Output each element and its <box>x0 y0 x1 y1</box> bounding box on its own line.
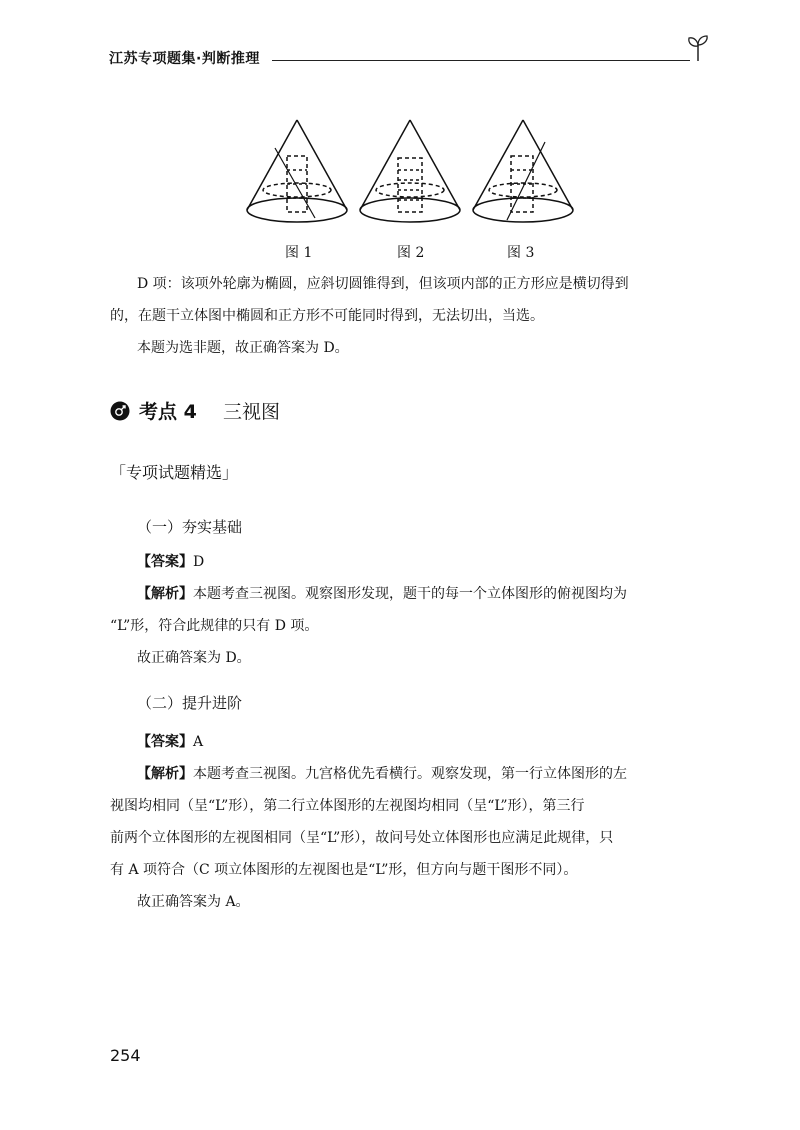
section-heading <box>139 397 280 424</box>
part2-conclusion: 故正确答案为 A。 <box>137 894 250 910</box>
part2-analysis-line: 前两个立体图形的左视图相同（呈“L”形），故问号处立体图形也应满足此规律，只 <box>110 830 614 846</box>
answer-value: A <box>193 734 204 750</box>
part2-analysis-line: 视图均相同（呈“L”形），第二行立体图形的左视图均相同（呈“L”形），第三行 <box>110 798 585 814</box>
part1-conclusion: 故正确答案为 D。 <box>137 650 251 666</box>
running-header-title: 江苏专项题集·判断推理 <box>109 51 260 67</box>
section-title: 三视图 <box>222 401 280 423</box>
header-rule <box>272 60 690 61</box>
right-corner-bracket: 」 <box>222 463 239 482</box>
figure-caption-3: 图 3 <box>507 245 535 261</box>
analysis-label: 【解析】 <box>137 586 193 602</box>
section-badge-icon <box>110 401 130 421</box>
part1-answer <box>137 546 204 578</box>
subsection-title <box>110 460 238 483</box>
analysis-text: 本题考查三视图。九宫格优先看横行。观察发现，第一行立体图形的左 <box>193 766 627 782</box>
figure-caption-1: 图 1 <box>285 245 313 261</box>
page-number: 254 <box>110 1046 141 1065</box>
paragraph-line: D 项：该项外轮廓为椭圆，应斜切圆锥得到，但该项内部的正方形应是横切得到 <box>137 276 629 292</box>
sprout-icon <box>686 35 710 61</box>
cone-figure-3 <box>473 120 573 222</box>
analysis-label: 【解析】 <box>137 766 193 782</box>
part2-title: （二）提升进阶 <box>137 694 243 712</box>
analysis-text: 本题考查三视图。观察图形发现，题干的每一个立体图形的俯视图均为 <box>193 586 627 602</box>
part2-analysis-line: 有 A 项符合（C 项立体图形的左视图也是“L”形，但方向与题干图形不同）。 <box>110 862 578 878</box>
figure-caption-2: 图 2 <box>397 245 425 261</box>
answer-label: 【答案】 <box>137 734 193 750</box>
part1-analysis-line <box>137 578 627 610</box>
cone-figure-1 <box>247 120 347 222</box>
paragraph-line: 的，在题干立体图中椭圆和正方形不可能同时得到，无法切出，当选。 <box>110 308 544 324</box>
part2-analysis-line <box>137 758 627 790</box>
left-corner-bracket: 「 <box>110 463 127 482</box>
part1-title: （一）夯实基础 <box>137 518 243 536</box>
answer-value: D <box>193 554 205 570</box>
part2-answer <box>137 726 203 758</box>
part1-analysis-line: “L”形，符合此规律的只有 D 项。 <box>110 618 319 634</box>
cone-figures <box>245 118 575 228</box>
answer-label: 【答案】 <box>137 554 193 570</box>
subsection-title-text: 专项试题精选 <box>126 463 223 482</box>
section-label: 考点 4 <box>139 401 197 423</box>
paragraph-line: 本题为选非题，故正确答案为 D。 <box>137 340 349 356</box>
cone-figure-2 <box>360 120 460 222</box>
